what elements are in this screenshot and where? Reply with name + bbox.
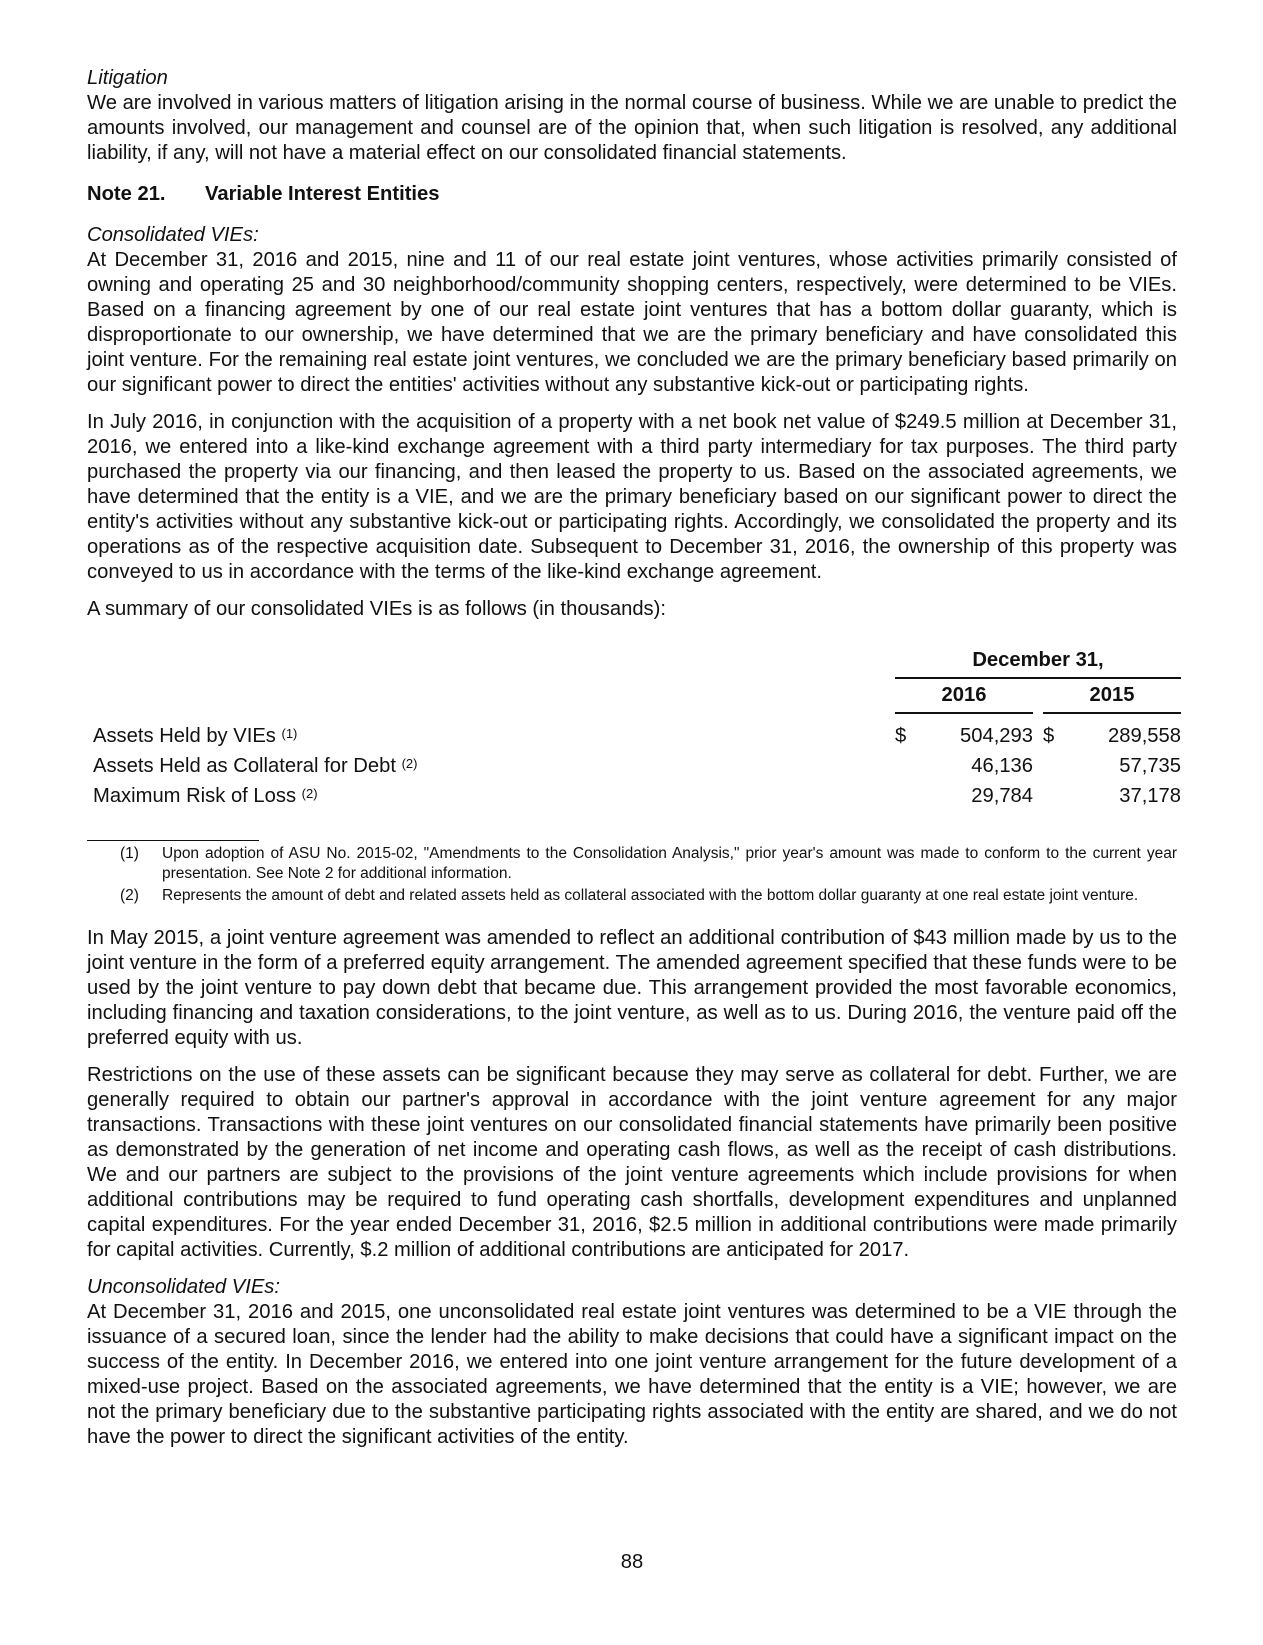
value-2015: 37,178 — [1119, 785, 1181, 807]
footnote-divider — [87, 840, 259, 841]
row-label: Maximum Risk of Loss $^{(2)}$ — [93, 785, 318, 807]
vie-summary-table — [87, 648, 1181, 814]
row-label: Assets Held by VIEs $^{(1)}$ — [93, 725, 298, 747]
value-2015: 57,735 — [1119, 755, 1181, 777]
consolidated-vies-heading: Consolidated VIEs: — [87, 224, 259, 246]
currency-symbol: $ — [1043, 725, 1055, 747]
footnote-mark: (2) — [120, 887, 139, 904]
footnote-text: Represents the amount of debt and related assets held as collateral associated with the bottom dollar guaranty at one real estate joint venture. — [162, 887, 1139, 904]
consolidated-paragraph-1: At December 31, 2016 and 2015, nine and 11 of our real estate joint ventures, whose activities primarily consisted of owning and operating 25 and 30 neighborhood/community shopping centers, respectively, were determined to be VIEs. Based on a financing agreement by one of our real estate joint ventures that has a bottom dollar guaranty, which is disproportionate to our ownership, we have determined that we are the primary beneficiary and have consolidated this joint venture. For the remaining real estate joint ventures, we concluded we are the primary beneficiary based primarily on our significant power to direct the entities' activities without any substantive kick-out or participating rights. — [87, 249, 1177, 396]
footnote-mark: (1) — [120, 845, 139, 862]
table-row — [87, 754, 1181, 785]
table-header-date: December 31, — [895, 648, 1181, 679]
restrictions-paragraph: Restrictions on the use of these assets can be significant because they may serve as collateral for debt. Further, we are generally required to obtain our partner's approval in accordance with the joint venture agreement for any major transactions. Transactions with these joint ventures on our consolidated financial statements have primarily been positive as demonstrated by the generation of net income and operating cash flows, as well as the receipt of cash distributions. We and our partners are subject to the provisions of the joint venture agreements which include provisions for when additional contributions may be required to fund operating cash shortfalls, development expenditures and unplanned capital expenditures. For the year ended December 31, 2016, $2.5 million in additional contributions were made primarily for capital activities. Currently, $.2 million of additional contributions are anticipated for 2017. — [87, 1063, 1177, 1261]
value-2016: 29,784 — [971, 785, 1033, 807]
note-title: Variable Interest Entities — [205, 183, 440, 205]
currency-symbol: $ — [895, 725, 907, 747]
table-row — [87, 724, 1181, 755]
table-header-year-2015: 2015 — [1043, 683, 1181, 714]
value-2016: 504,293 — [960, 725, 1033, 747]
page-number: 88 — [620, 1551, 644, 1573]
value-2015: 289,558 — [1108, 725, 1181, 747]
footnote-text: Upon adoption of ASU No. 2015-02, "Amendments to the Consolidation Analysis," prior year's amount was made to conform to the current year presentation. See Note 2 for additional information. — [162, 845, 1177, 882]
footnote — [87, 844, 1177, 883]
unconsolidated-paragraph: At December 31, 2016 and 2015, one unconsolidated real estate joint ventures was determined to be a VIE through the issuance of a secured loan, since the lender had the ability to make decisions that could have a significant impact on the success of the entity. In December 2016, we entered into one joint venture arrangement for the future development of a mixed-use project. Based on the associated agreements, we have determined that the entity is a VIE; however, we are not the primary beneficiary due to the substantive participating rights associated with the entity are shared, and we do not have the power to direct the significant activities of the entity. — [87, 1300, 1177, 1448]
footnote-ref: (2) — [301, 786, 318, 801]
table-row — [87, 784, 1181, 815]
note-heading — [87, 182, 1177, 207]
footnote — [87, 886, 1177, 906]
footnote-ref: (2) — [401, 756, 418, 771]
row-label: Assets Held as Collateral for Debt $^{(2)}$ — [93, 755, 418, 777]
footnote-ref: (1) — [281, 726, 298, 741]
table-header-year-2016: 2016 — [895, 683, 1033, 714]
note-number: Note 21. — [87, 183, 166, 205]
summary-intro: A summary of our consolidated VIEs is as follows (in thousands): — [87, 598, 666, 620]
document-page — [87, 66, 1181, 1573]
value-2016: 46,136 — [971, 755, 1033, 777]
preferred-equity-paragraph: In May 2015, a joint venture agreement was amended to reflect an additional contribution of $43 million made by us to the joint venture in the form of a preferred equity arrangement. The amended agreement specified that these funds were to be used by the joint venture to pay down debt that became due. This arrangement provided the most favorable economics, including financing and taxation considerations, to the joint venture, as well as to us. During 2016, the venture paid off the preferred equity with us. — [87, 926, 1177, 1049]
unconsolidated-vies-heading: Unconsolidated VIEs: — [87, 1275, 281, 1298]
litigation-paragraph: We are involved in various matters of litigation arising in the normal course of business. While we are unable to predict the amounts involved, our management and counsel are of the opinion that, when such litigation is resolved, any additional liability, if any, will not have a material effect on our consolidated financial statements. — [87, 92, 1177, 164]
litigation-heading: Litigation — [87, 67, 168, 89]
consolidated-paragraph-2: In July 2016, in conjunction with the acquisition of a property with a net book net value of $249.5 million at December 31, 2016, we entered into a like-kind exchange agreement with a third party intermediary for tax purposes. The third party purchased the property via our financing, and then leased the property to us. Based on the associated agreements, we have determined that the entity is a VIE, and we are the primary beneficiary based on our significant power to direct the entity's activities without any substantive kick-out or participating rights. Accordingly, we consolidated the property and its operations as of the respective acquisition date. Subsequent to December 31, 2016, the ownership of this property was conveyed to us in accordance with the terms of the like-kind exchange agreement. — [87, 411, 1177, 583]
